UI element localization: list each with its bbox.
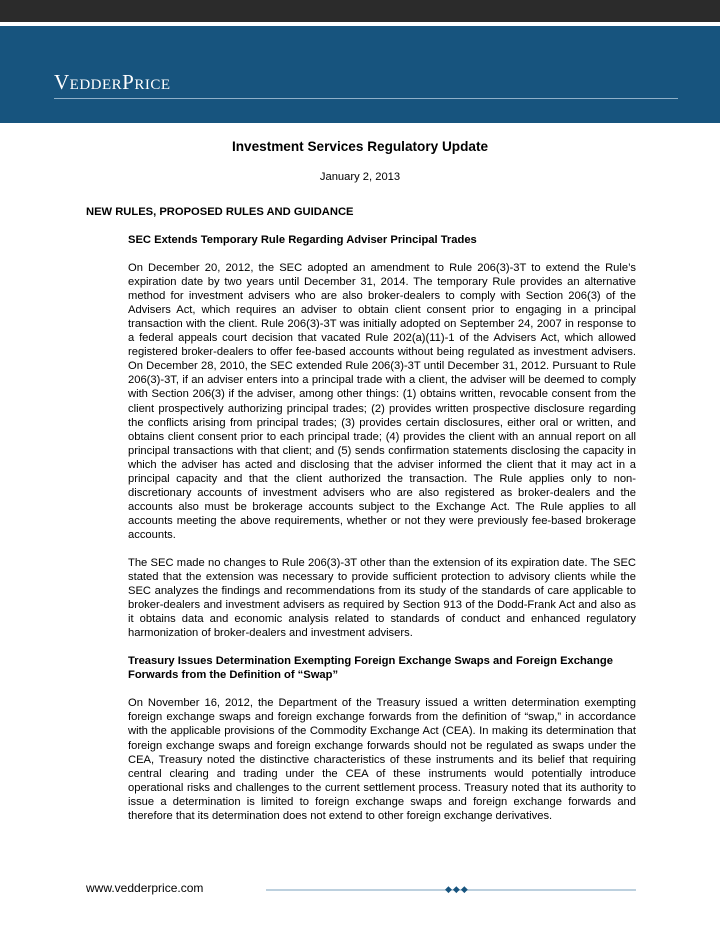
footer-diamond-icon: ◆◆◆ [445, 884, 469, 894]
document-date: January 2, 2013 [319, 171, 401, 183]
footer-website-link[interactable]: www.vedderprice.com [86, 881, 204, 895]
article-paragraph: On November 16, 2012, the Department of the Treasury issued a written determination exempting foreign exchange swaps and foreign exchange forwards from the definition of “swap,” in accordance with the applicable provisions of the Commodity Exchange Act (CEA). In making its determination that foreign exchange swaps and foreign exchange forwards should not be regulated as swaps under the CEA, Treasury noted the distinctive characteristics of these instruments and its belief that requiring central clearing and trading under the CEA of these instruments would potentially introduce operational risks and challenges to the current settlement process. Treasury noted that its authority to issue a determination is limited to foreign exchange swaps and foreign exchange forwards and therefore that its determination does not extend to other foreign exchange derivatives. [128, 697, 636, 822]
document-title: Investment Services Regulatory Update [231, 139, 489, 154]
article-paragraph: On December 20, 2012, the SEC adopted an amendment to Rule 206(3)-3T to extend the Rule’s expiration date by two years until December 31, 2014. The temporary Rule provides an alternative method for investment advisers who are also broker-dealers to comply with Section 206(3) of the Advisers Act, which requires an adviser to obtain client consent prior to engaging in a principal transaction with the client. Rule 206(3)-3T was initially adopted on September 24, 2007 in response to a federal appeals court decision that vacated Rule 202(a)(11)-1 of the Advisers Act, which allowed registered broker-dealers to offer fee-based accounts without being regulated as investment advisers. On December 28, 2010, the SEC extended Rule 206(3)-3T until December 31, 2012. Pursuant to Rule 206(3)-3T, if an adviser enters into a principal trade with a client, the adviser will be deemed to comply with Section 206(3) if the adviser, among other things: (1) obtains written, revocable consent from the client prospectively authorizing principal trades; (2) provides written prospective disclosure regarding the conflicts arising from principal trades; (3) provides certain disclosures, either oral or written, and obtains client consent prior to each principal trade; (4) provides the client with an annual report on all principal transactions with that client; and (5) sends confirmation statements disclosing the capacity in which the adviser has acted and disclosing that the adviser informed the client that it may act in a principal capacity and that the client authorized the transaction. The Rule applies only to non-discretionary accounts of investment advisers who are also registered as broker-dealers and the accounts also must be brokerage accounts subject to the Exchange Act. The Rule applies to all accounts meeting the above requirements, whether or not they were previously fee-based brokerage accounts. [128, 262, 636, 541]
section-heading: NEW RULES, PROPOSED RULES AND GUIDANCE [86, 206, 354, 218]
vedder-price-logo: VedderPrice [54, 70, 171, 94]
article-heading-sec-principal-trades: SEC Extends Temporary Rule Regarding Adviser Principal Trades [128, 234, 477, 246]
article-paragraph: The SEC made no changes to Rule 206(3)-3T other than the extension of its expiration date. The SEC stated that the extension was necessary to provide sufficient protection to advisory clients while the SEC analyzes the findings and recommendations from its study of the standards of care applicable to broker-dealers and investment advisers as required by Section 913 of the Dodd-Frank Act and also as it obtains data and economic analysis related to standards of conduct and enhanced regulatory harmonization of broker-dealers and investment advisers. [128, 556, 636, 640]
article-heading-treasury-fx-swaps: Treasury Issues Determination Exempting Foreign Exchange Swaps and Foreign Exchange Forwards from the Definition of “Swap” [128, 655, 613, 682]
document-body [128, 233, 636, 837]
top-bar [0, 0, 720, 22]
header-rule [54, 98, 678, 99]
